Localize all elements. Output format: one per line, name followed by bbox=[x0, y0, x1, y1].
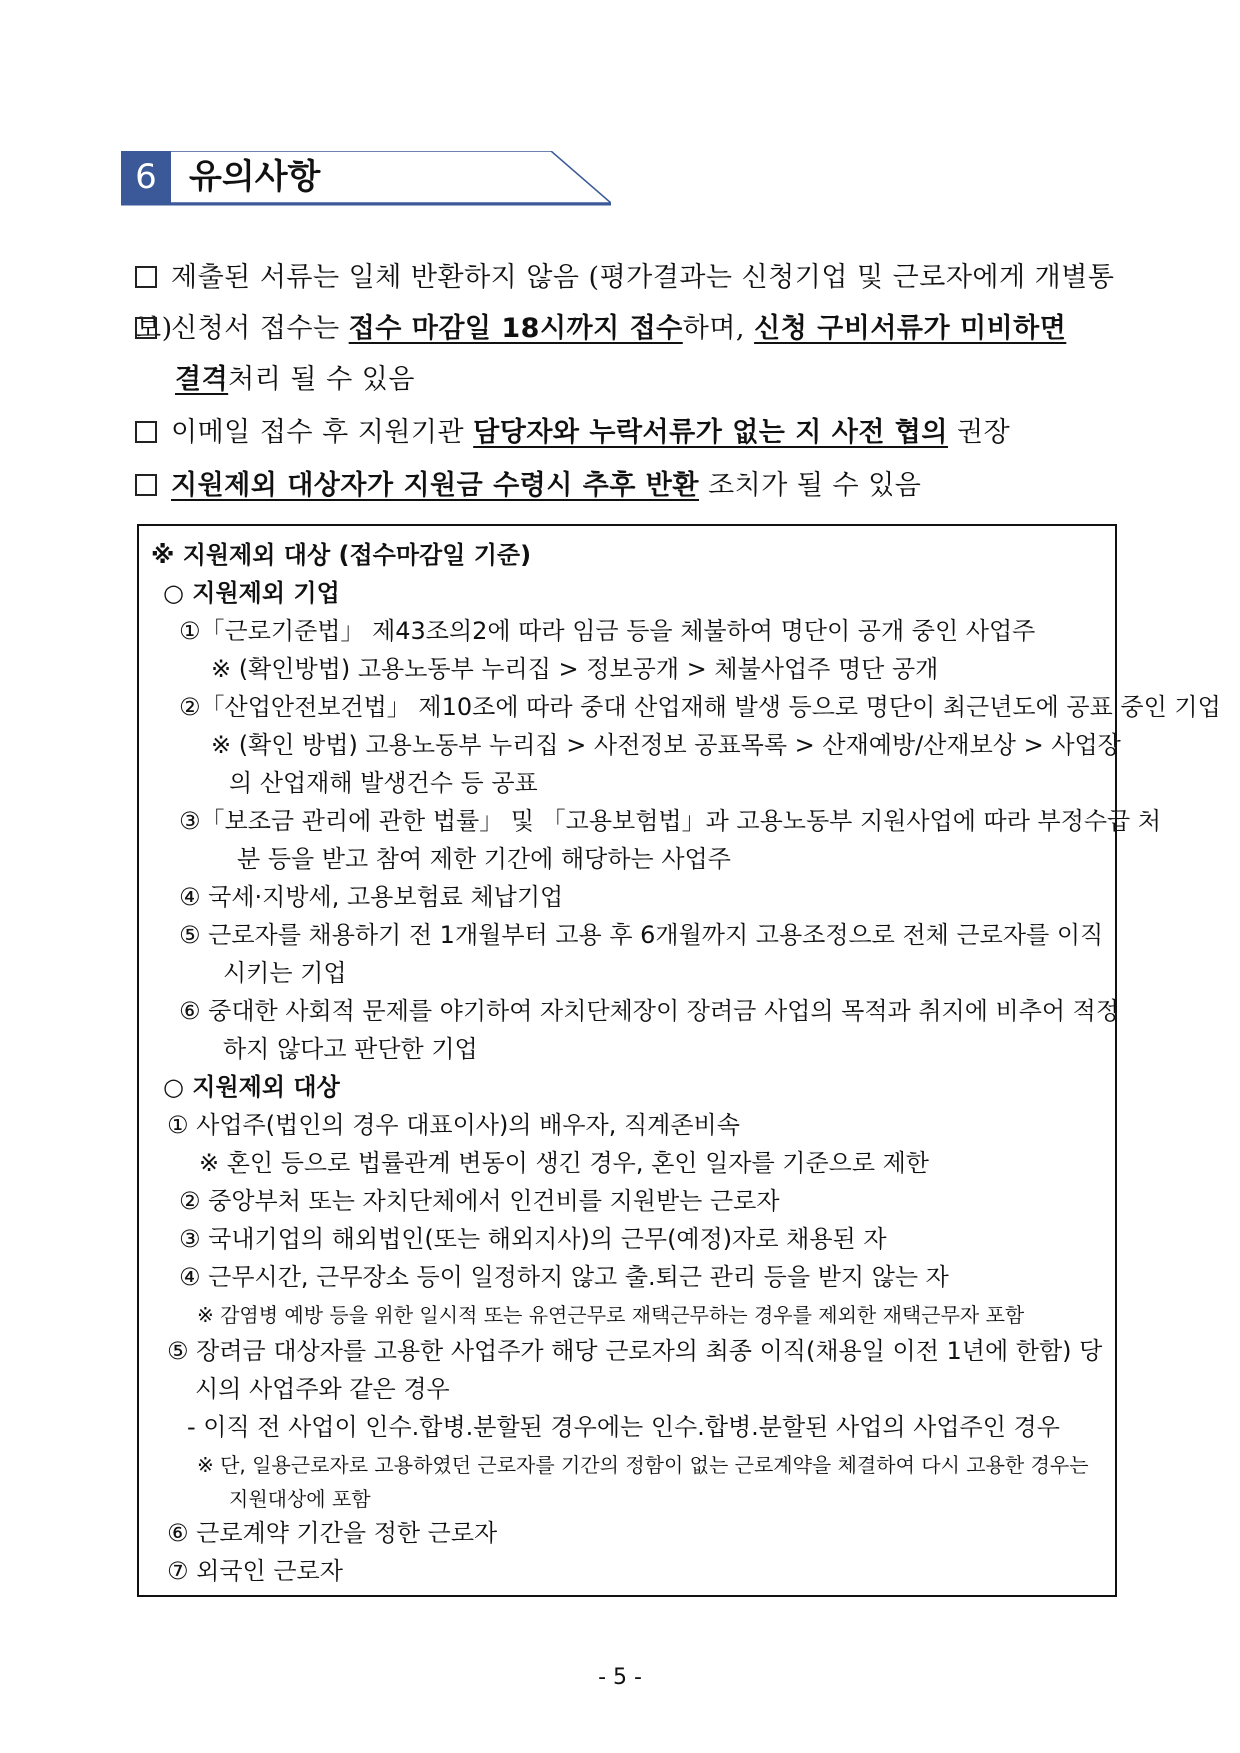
list-item: 하지 않다고 판단한 기업 bbox=[223, 1035, 478, 1063]
list-item: ⑤ 장려금 대상자를 고용한 사업주가 해당 근로자의 최종 이직(채용일 이전 1년에 한함) 당 bbox=[167, 1337, 1103, 1365]
checkbox-square-icon bbox=[135, 421, 157, 443]
note-2: 신청서 접수는 접수 마감일 18시까지 접수하며, 신청 구비서류가 미비하면 결격처리 될 수 있음 bbox=[135, 303, 1125, 405]
list-item: 분 등을 받고 참여 제한 기간에 해당하는 사업주 bbox=[237, 845, 731, 873]
checkbox-square-icon bbox=[135, 266, 157, 288]
note-1: 제출된 서류는 일체 반환하지 않음 (평가결과는 신청기업 및 근로자에게 개별통보) bbox=[135, 262, 1115, 344]
list-item: ③「보조금 관리에 관한 법률」 및 「고용보험법」과 고용노동부 지원사업에 따라 부정수급 처 bbox=[179, 807, 1162, 835]
list-item: ⑦ 외국인 근로자 bbox=[167, 1557, 343, 1585]
note-4: 지원제외 대상자가 지원금 수령시 추후 반환 조치가 될 수 있음 bbox=[135, 460, 1125, 511]
list-item: ※ 혼인 등으로 법률관계 변동이 생긴 경우, 혼인 일자를 기준으로 제한 bbox=[199, 1149, 929, 1177]
exclusion-box bbox=[137, 524, 1221, 1597]
list-item: ④ 국세·지방세, 고용보험료 체납기업 bbox=[179, 883, 564, 911]
page-number: - 5 - bbox=[598, 1665, 642, 1690]
list-item: ② 중앙부처 또는 자치단체에서 인건비를 지원받는 근로자 bbox=[179, 1187, 780, 1215]
list-item: 시의 사업주와 같은 경우 bbox=[195, 1375, 450, 1403]
list-item: ※ 단, 일용근로자로 고용하였던 근로자를 기간의 정함이 없는 근로계약을 체결하여 다시 고용한 경우는 bbox=[197, 1453, 1089, 1477]
list-item: ※ (확인방법) 고용노동부 누리집 > 정보공개 > 체불사업주 명단 공개 bbox=[211, 655, 939, 683]
list-item: ③ 국내기업의 해외법인(또는 해외지사)의 근무(예정)자로 채용된 자 bbox=[179, 1225, 887, 1253]
list-item: - 이직 전 사업이 인수.합병.분할된 경우에는 인수.합병.분할된 사업의 사업주인 경우 bbox=[187, 1413, 1060, 1441]
list-item: ②「산업안전보건법」 제10조에 따라 중대 산업재해 발생 등으로 명단이 최근년도에 공표 중인 기업 bbox=[179, 693, 1221, 721]
list-item: ⑥ 중대한 사회적 문제를 야기하여 자치단체장이 장려금 사업의 목적과 취지에 비추어 적정 bbox=[179, 997, 1120, 1025]
checkbox-square-icon bbox=[135, 474, 157, 496]
list-item: ①「근로기준법」 제43조의2에 따라 임금 등을 체불하여 명단이 공개 중인 사업주 bbox=[179, 617, 1036, 645]
list-item: ① 사업주(법인의 경우 대표이사)의 배우자, 직계존비속 bbox=[167, 1111, 740, 1139]
list-item: ④ 근무시간, 근무장소 등이 일정하지 않고 출.퇴근 관리 등을 받지 않는 자 bbox=[179, 1263, 949, 1291]
section-title: 유의사항 bbox=[189, 157, 321, 197]
list-item: ※ (확인 방법) 고용노동부 누리집 > 사전정보 공표목록 > 산재예방/산재보상 > 사업장 bbox=[211, 731, 1121, 759]
company-heading: ○ 지원제외 기업 bbox=[163, 579, 340, 607]
list-item: 지원대상에 포함 bbox=[229, 1487, 371, 1511]
target-heading: ○ 지원제외 대상 bbox=[163, 1073, 340, 1101]
list-item: ※ 감염병 예방 등을 위한 일시적 또는 유연근무로 재택근무하는 경우를 제외한 재택근무자 포함 bbox=[197, 1303, 1025, 1327]
checkbox-square-icon bbox=[135, 317, 157, 339]
list-item: ⑥ 근로계약 기간을 정한 근로자 bbox=[167, 1519, 498, 1547]
section-number: 6 bbox=[121, 151, 171, 203]
list-item: 시키는 기업 bbox=[223, 959, 347, 987]
section-heading bbox=[121, 151, 611, 207]
list-item: ⑤ 근로자를 채용하기 전 1개월부터 고용 후 6개월까지 고용조정으로 전체 근로자를 이직 bbox=[179, 921, 1104, 949]
note-3: 이메일 접수 후 지원기관 담당자와 누락서류가 없는 지 사전 협의 권장 bbox=[135, 407, 1125, 458]
box-heading: ※ 지원제외 대상 (접수마감일 기준) bbox=[151, 541, 532, 569]
list-item: 의 산업재해 발생건수 등 공표 bbox=[229, 769, 538, 797]
